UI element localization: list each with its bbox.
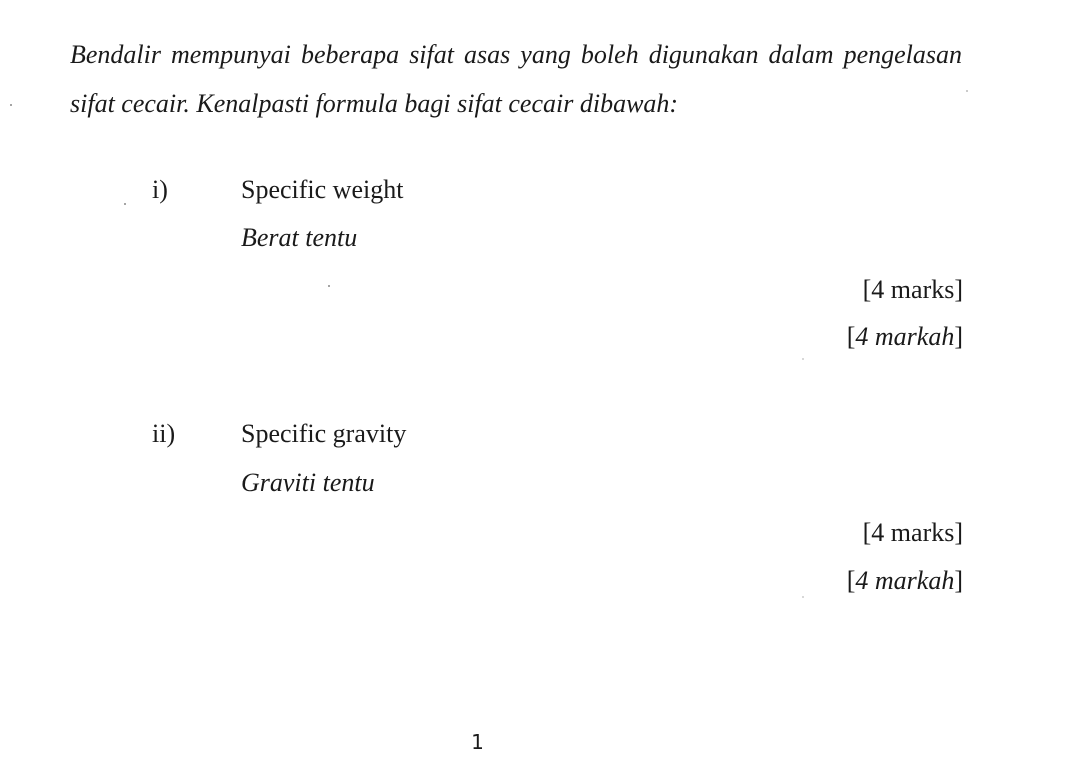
marks-english-i: [4 marks] (862, 275, 963, 304)
marks-malay-close: ] (954, 322, 963, 351)
question-number-ii: ii) (152, 419, 176, 448)
marks-malay-close: ] (954, 566, 963, 595)
marks-malay-value: 4 markah (855, 566, 955, 595)
marks-malay-open: [ (846, 322, 856, 351)
scan-speck (10, 104, 12, 106)
marks-malay-open: [ (846, 566, 856, 595)
question-translation-i: Berat tentu (241, 223, 358, 252)
marks-malay-value: 4 markah (855, 322, 955, 351)
marks-malay-ii (847, 566, 963, 596)
scan-speck (966, 90, 968, 92)
scan-speck (328, 285, 330, 287)
question-number-i: i) (152, 175, 168, 204)
question-text-i: Specific weight (241, 175, 404, 204)
marks-english-ii: [4 marks] (862, 518, 963, 547)
question-intro: Bendalir mempunyai beberapa sifat asas yang boleh digunakan dalam pengelasan sifat cecair. Kenalpasti formula bagi sifat cecair dibawah: (70, 40, 962, 118)
scan-speck (802, 358, 804, 360)
scan-speck (802, 596, 804, 598)
page-number: 1 (471, 730, 484, 754)
question-translation-ii: Graviti tentu (241, 468, 375, 497)
question-text-ii: Specific gravity (241, 419, 407, 448)
marks-malay-i (847, 322, 963, 352)
scan-speck (124, 203, 126, 205)
